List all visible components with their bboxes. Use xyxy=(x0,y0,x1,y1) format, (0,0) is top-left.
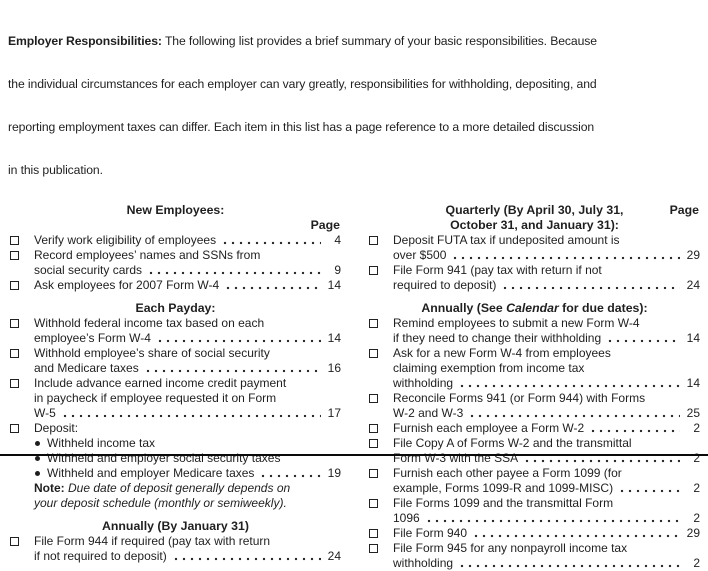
checkbox-icon xyxy=(10,236,19,245)
checklist-item xyxy=(10,534,341,564)
dot-leader xyxy=(523,459,680,463)
checkbox-cell xyxy=(10,421,34,436)
checkbox-cell xyxy=(369,526,393,541)
section-heading xyxy=(369,301,700,316)
checkbox-icon xyxy=(10,251,19,260)
page-number: 14 xyxy=(327,331,341,346)
page-number: 19 xyxy=(327,466,341,481)
item-text: employee’s Form W-4 xyxy=(34,331,151,346)
checklist-item xyxy=(10,248,341,278)
checklist-item xyxy=(369,263,700,293)
dot-leader xyxy=(221,241,321,245)
bullet-item xyxy=(10,466,341,481)
page-number: 25 xyxy=(686,406,700,421)
dot-leader xyxy=(172,557,321,561)
item-text: withholding xyxy=(393,376,454,391)
checkbox-icon xyxy=(369,424,378,433)
item-line xyxy=(34,549,341,564)
item-line: Withheld and employer social security taxes xyxy=(34,451,341,466)
page-column-label: Page xyxy=(310,218,340,233)
item-text: if not required to deposit) xyxy=(34,549,167,564)
checkbox-cell xyxy=(10,481,34,511)
bullet-icon xyxy=(35,471,40,476)
item-content xyxy=(393,233,700,263)
item-line xyxy=(393,556,700,571)
item-line: Deposit FUTA tax if undeposited amount is xyxy=(393,233,620,248)
item-content xyxy=(393,541,700,571)
checklist-item xyxy=(369,466,700,496)
heading-text: Annually (By January 31) xyxy=(102,519,249,534)
dot-leader xyxy=(618,489,680,493)
item-text: Ask employees for 2007 Form W-4 xyxy=(34,278,220,293)
dot-leader xyxy=(61,414,321,418)
dot-leader xyxy=(259,474,321,478)
item-text: Withheld and employer Medicare taxes xyxy=(34,466,254,481)
item-line xyxy=(393,511,700,526)
page-number: 14 xyxy=(686,376,700,391)
checklist-item xyxy=(369,541,700,571)
page-number: 2 xyxy=(693,481,700,496)
checkbox-cell xyxy=(369,346,393,391)
item-content xyxy=(393,346,700,391)
checkbox-icon xyxy=(369,499,378,508)
item-text: over $500 xyxy=(393,248,447,263)
item-line: Remind employees to submit a new Form W-4 xyxy=(393,316,640,331)
page-column-label: Page xyxy=(669,203,699,218)
intro-line: reporting employment taxes can differ. Each item in this list has a page reference to a more detailed discussion xyxy=(8,120,595,135)
item-content xyxy=(393,263,700,293)
checkbox-icon xyxy=(10,424,19,433)
page-number: 29 xyxy=(686,526,700,541)
checkbox-cell xyxy=(369,541,393,571)
item-content xyxy=(393,391,700,421)
checkbox-cell xyxy=(369,316,393,346)
page-number: 4 xyxy=(334,233,341,248)
dot-leader xyxy=(468,414,680,418)
checklist-section xyxy=(10,519,341,564)
item-line: File Forms 1099 and the transmittal Form xyxy=(393,496,614,511)
page-number: 9 xyxy=(334,263,341,278)
checkbox-cell xyxy=(10,534,34,564)
section-heading xyxy=(10,519,341,534)
item-text: required to deposit) xyxy=(393,278,497,293)
item-content xyxy=(393,421,700,436)
checkbox-icon xyxy=(369,394,378,403)
item-line: claiming exemption from income tax xyxy=(393,361,585,376)
checkbox-cell xyxy=(10,376,34,421)
item-line xyxy=(34,466,341,481)
page-number: 24 xyxy=(327,549,341,564)
dot-leader xyxy=(144,369,321,373)
item-text: withholding xyxy=(393,556,454,571)
item-content xyxy=(34,316,341,346)
checklist-section xyxy=(10,203,341,293)
page-number: 16 xyxy=(327,361,341,376)
section-heading xyxy=(369,203,700,218)
checkbox-cell xyxy=(369,421,393,436)
checkbox-icon xyxy=(369,439,378,448)
checklist-item xyxy=(10,233,341,248)
item-text: social security cards xyxy=(34,263,143,278)
checklist-item xyxy=(10,346,341,376)
checklist-section xyxy=(369,301,700,571)
dot-leader xyxy=(458,384,680,388)
dot-leader xyxy=(501,286,680,290)
item-content xyxy=(34,278,341,293)
item-line: File Form 941 (pay tax with return if not xyxy=(393,263,602,278)
checkbox-icon xyxy=(10,537,19,546)
item-line xyxy=(393,421,700,436)
note-text: Due date of deposit generally depends on xyxy=(68,481,291,496)
note-label: Note: xyxy=(34,481,68,496)
checklist-item xyxy=(10,316,341,346)
bottom-divider xyxy=(0,454,708,456)
page-number: 24 xyxy=(686,278,700,293)
checkbox-cell xyxy=(10,436,34,451)
heading-text: October 31, and January 31): xyxy=(450,218,619,233)
item-line xyxy=(34,361,341,376)
section-heading xyxy=(10,301,341,316)
page-number: 2 xyxy=(693,421,700,436)
checklist-item xyxy=(369,346,700,391)
checkbox-icon xyxy=(369,469,378,478)
intro-line: Employer Responsibilities: The following list provides a brief summary of your basic responsibilities. Because xyxy=(8,33,597,48)
item-line xyxy=(393,278,700,293)
note-line xyxy=(34,496,341,511)
item-line xyxy=(393,248,700,263)
item-content xyxy=(34,534,341,564)
item-text: W-5 xyxy=(34,406,56,421)
checklist-section xyxy=(369,203,700,293)
item-line: Deposit: xyxy=(34,421,79,436)
item-text: Form W-3 with the SSA xyxy=(393,451,519,466)
item-text: File Form 940 xyxy=(393,526,468,541)
item-content xyxy=(393,316,700,346)
checklist-section xyxy=(10,301,341,511)
checklist-item xyxy=(369,316,700,346)
checkbox-icon xyxy=(369,529,378,538)
checkbox-icon xyxy=(369,349,378,358)
intro-line: in this publication. xyxy=(8,163,103,178)
checkbox-icon xyxy=(369,319,378,328)
page-number: 14 xyxy=(686,331,700,346)
page-number: 17 xyxy=(327,406,341,421)
page-number: 2 xyxy=(693,511,700,526)
checkbox-icon xyxy=(369,544,378,553)
item-line: Record employees’ names and SSNs from xyxy=(34,248,261,263)
checkbox-cell xyxy=(10,233,34,248)
item-content xyxy=(34,376,341,421)
heading-text: Quarterly (By April 30, July 31, xyxy=(445,203,624,218)
dot-leader xyxy=(472,534,680,538)
item-line xyxy=(393,331,700,346)
item-line: Reconcile Forms 941 (or Form 944) with Forms xyxy=(393,391,646,406)
item-line: File Copy A of Forms W-2 and the transmittal xyxy=(393,436,632,451)
page-number: 14 xyxy=(327,278,341,293)
right-column xyxy=(369,203,700,571)
intro-lead: Employer Responsibilities: xyxy=(8,33,162,48)
item-text: if they need to change their withholding xyxy=(393,331,602,346)
item-line xyxy=(34,233,341,248)
left-column xyxy=(10,203,341,571)
item-line: Withhold employee’s share of social security xyxy=(34,346,270,361)
checklist-item xyxy=(369,496,700,526)
item-text: 1096 xyxy=(393,511,420,526)
dot-leader xyxy=(156,339,321,343)
checkbox-cell xyxy=(369,496,393,526)
item-line: Withheld income tax xyxy=(34,436,341,451)
checklist-item xyxy=(369,526,700,541)
checkbox-icon xyxy=(10,281,19,290)
item-line: Furnish each other payee a Form 1099 (for xyxy=(393,466,622,481)
item-line: Include advance earned income credit payment xyxy=(34,376,287,391)
item-text: Furnish each employee a Form W-2 xyxy=(393,421,585,436)
item-content xyxy=(393,436,700,466)
checkbox-cell xyxy=(369,391,393,421)
item-line: File Form 945 for any nonpayroll income tax xyxy=(393,541,628,556)
note-text: your deposit schedule (monthly or semiweekly). xyxy=(34,496,287,511)
item-line xyxy=(393,406,700,421)
item-line: in paycheck if employee requested it on Form xyxy=(34,391,277,406)
item-content xyxy=(393,466,700,496)
item-line: Ask for a new Form W-4 from employees xyxy=(393,346,611,361)
intro-line: the individual circumstances for each employer can vary greatly, responsibilities for withholding, depositing, and xyxy=(8,77,597,92)
checkbox-icon xyxy=(10,319,19,328)
item-text: and Medicare taxes xyxy=(34,361,139,376)
checkbox-cell xyxy=(10,316,34,346)
checkbox-icon xyxy=(10,349,19,358)
checkbox-cell xyxy=(10,278,34,293)
checkbox-cell xyxy=(10,346,34,376)
checkbox-cell xyxy=(10,466,34,481)
item-content xyxy=(34,346,341,376)
item-line: File Form 944 if required (pay tax with return xyxy=(34,534,271,549)
checkbox-cell xyxy=(369,233,393,263)
dot-leader xyxy=(224,286,321,290)
item-line: Withhold federal income tax based on each xyxy=(34,316,265,331)
section-heading xyxy=(369,218,700,233)
item-line xyxy=(34,263,341,278)
heading-text: Annually (See xyxy=(421,301,507,316)
item-content xyxy=(34,481,341,511)
item-line xyxy=(34,278,341,293)
checkbox-cell xyxy=(10,248,34,278)
checklist-item xyxy=(10,376,341,421)
item-text: Verify work eligibility of employees xyxy=(34,233,217,248)
item-line xyxy=(393,376,700,391)
dot-leader xyxy=(147,271,321,275)
item-content xyxy=(34,436,341,451)
checkbox-icon xyxy=(10,379,19,388)
checkbox-icon xyxy=(369,266,378,275)
checklist-item xyxy=(10,421,341,436)
checkbox-cell xyxy=(369,466,393,496)
checklist-item xyxy=(369,391,700,421)
checklist-item xyxy=(369,436,700,466)
bullet-icon xyxy=(35,456,40,461)
item-line xyxy=(34,331,341,346)
bullet-item xyxy=(10,436,341,451)
page-number: 2 xyxy=(693,451,700,466)
page-number: 2 xyxy=(693,556,700,571)
item-content xyxy=(393,526,700,541)
item-text: example, Forms 1099-R and 1099-MISC) xyxy=(393,481,614,496)
item-content xyxy=(393,496,700,526)
checklist-item xyxy=(369,421,700,436)
heading-text: Each Payday: xyxy=(135,301,216,316)
dot-leader xyxy=(589,429,680,433)
note xyxy=(10,481,341,511)
intro-paragraph xyxy=(0,0,708,192)
checkbox-icon xyxy=(369,236,378,245)
checklist-item xyxy=(10,278,341,293)
item-content xyxy=(34,248,341,278)
heading-text: for due dates): xyxy=(558,301,648,316)
item-line xyxy=(34,406,341,421)
dot-leader xyxy=(606,339,680,343)
note-line xyxy=(34,481,341,496)
heading-text: New Employees: xyxy=(126,203,225,218)
heading-text: Calendar xyxy=(506,301,559,316)
page-number: 29 xyxy=(686,248,700,263)
item-line xyxy=(393,526,700,541)
item-content xyxy=(34,466,341,481)
item-content xyxy=(34,233,341,248)
dot-leader xyxy=(425,519,680,523)
checkbox-cell xyxy=(369,436,393,466)
checklist-columns xyxy=(0,203,708,571)
item-text: W-2 and W-3 xyxy=(393,406,464,421)
section-heading xyxy=(10,203,341,218)
item-line xyxy=(393,481,700,496)
checklist-item xyxy=(369,233,700,263)
bullet-icon xyxy=(35,441,40,446)
dot-leader xyxy=(451,256,680,260)
dot-leader xyxy=(458,564,680,568)
item-content xyxy=(34,421,341,436)
checkbox-cell xyxy=(369,263,393,293)
